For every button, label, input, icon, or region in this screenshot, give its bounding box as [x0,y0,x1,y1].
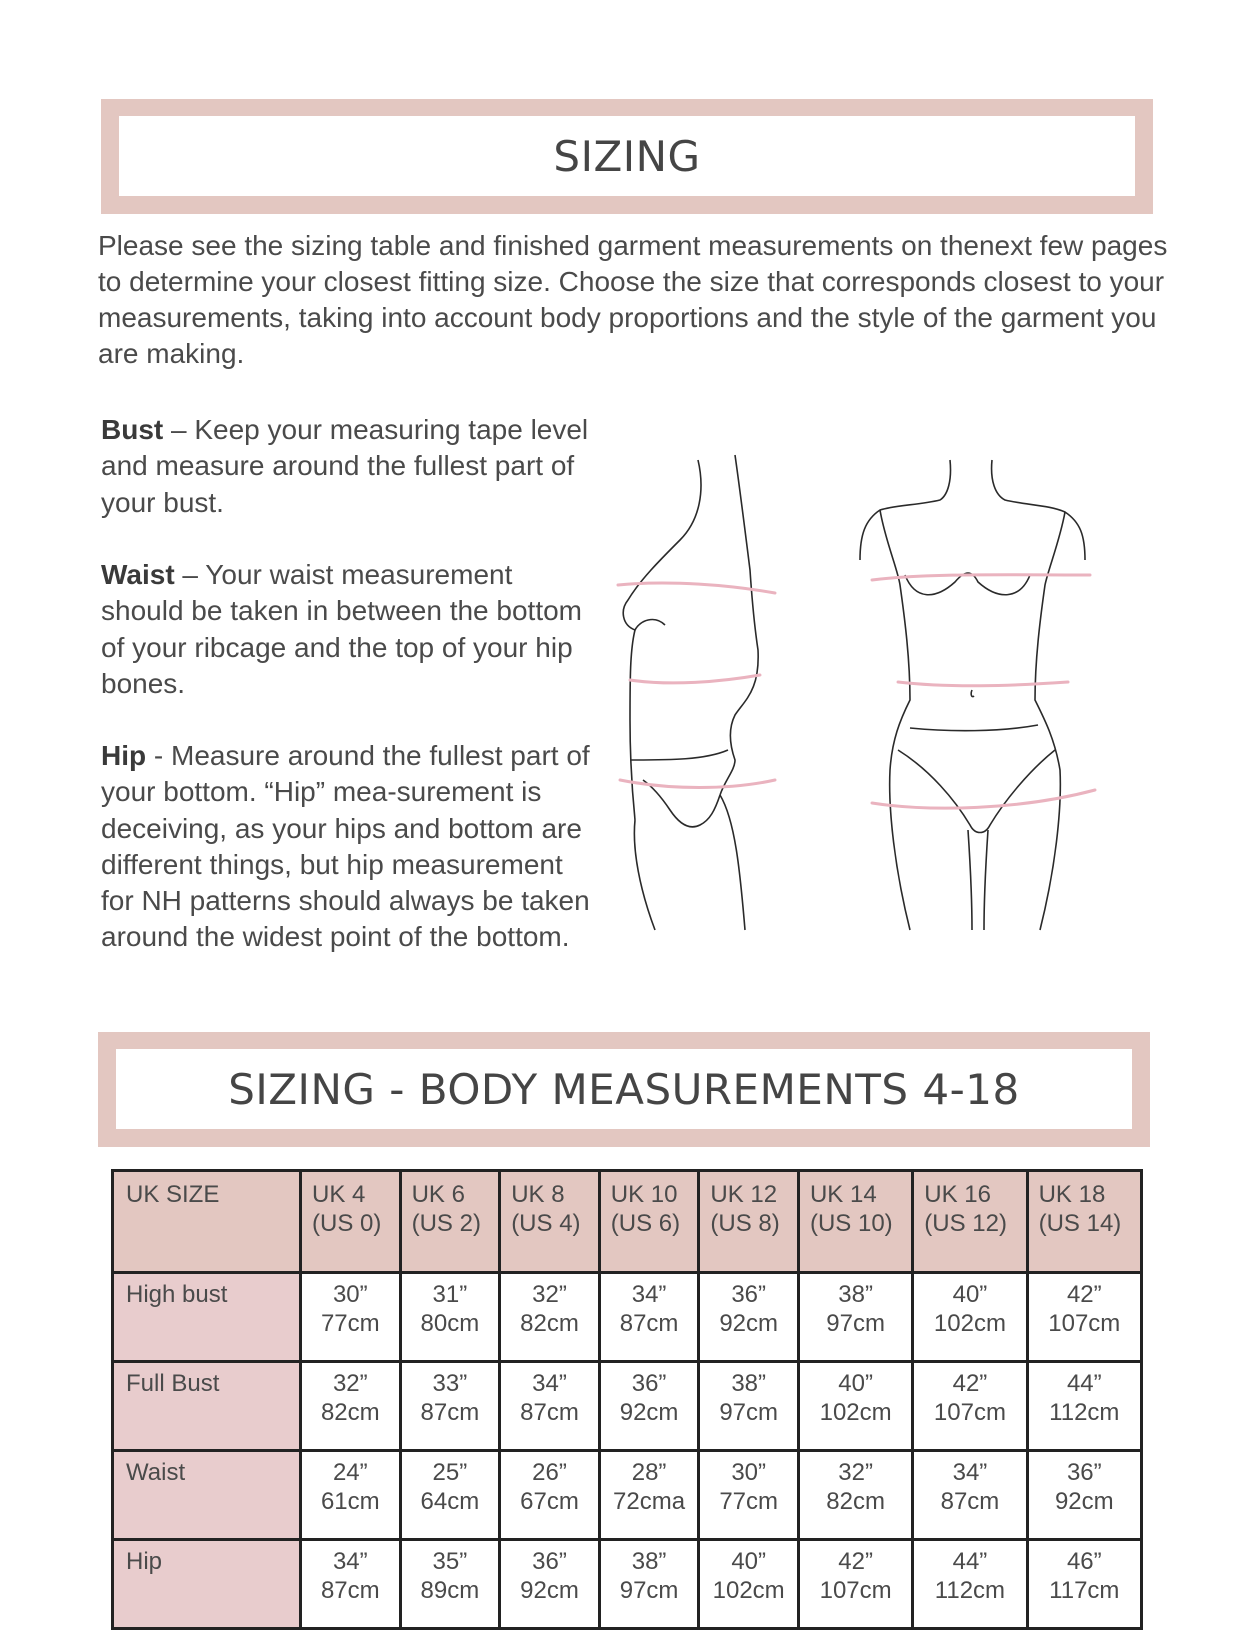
table-cell: 44” 112cm [1027,1362,1141,1451]
measurement-lines [618,575,1095,808]
waist-text: – Your waist measurement should be taken in between the bottom of your ribcage and the top of your hip bones. [101,559,583,699]
intro-paragraph: Please see the sizing table and finished garment measurements on thenext few pages to determine your closest fitting size. Choose the size that corresponds closest to your measurements, taking into account body proportions and the style of the garment you are making. [98,230,1168,369]
table-cell: 44” 112cm [913,1540,1027,1629]
table-cell: 36” 92cm [1027,1451,1141,1540]
front-hip-line [872,790,1095,808]
hip-term: Hip [101,740,147,771]
table-cell: 34” 87cm [500,1362,600,1451]
column-header: UK 6 (US 2) [400,1171,500,1273]
table-cell: 24” 61cm [301,1451,401,1540]
table-cell: 34” 87cm [301,1540,401,1629]
table-cell: 38” 97cm [798,1273,912,1362]
table-cell: 40” 102cm [798,1362,912,1451]
side-waist-line [630,675,760,683]
table-cell: 36” 92cm [599,1362,699,1451]
table-header-row [113,1171,1142,1273]
column-header: UK 12 (US 8) [699,1171,799,1273]
table-cell: 32” 82cm [301,1362,401,1451]
row-label: Full Bust [113,1362,301,1451]
page-title: SIZING [119,116,1135,196]
front-view-figure [860,460,1085,930]
table-cell: 40” 102cm [913,1273,1027,1362]
table-cell: 35” 89cm [400,1540,500,1629]
table-cell: 30” 77cm [699,1451,799,1540]
front-waist-line [898,682,1068,686]
body-measurements-table [111,1169,1143,1630]
side-view-figure [623,455,758,930]
table-cell: 46” 117cm [1027,1540,1141,1629]
table-cell: 34” 87cm [913,1451,1027,1540]
column-header: UK 10 (US 6) [599,1171,699,1273]
table-cell: 34” 87cm [599,1273,699,1362]
hip-definition [101,738,601,956]
row-label: Hip [113,1540,301,1629]
bust-text: – Keep your measuring tape level and measure around the fullest part of your bust. [101,414,589,518]
table-banner [98,1032,1150,1147]
body-measurement-illustration [610,450,1150,980]
table-cell: 30” 77cm [301,1273,401,1362]
waist-definition [101,557,601,702]
table-cell: 42” 107cm [913,1362,1027,1451]
bust-definition [101,412,601,521]
column-header: UK 18 (US 14) [1027,1171,1141,1273]
column-header: UK 4 (US 0) [301,1171,401,1273]
table-cell: 26” 67cm [500,1451,600,1540]
sizing-banner [101,99,1153,214]
table-cell: 32” 82cm [500,1273,600,1362]
bust-term: Bust [101,414,164,445]
column-header: UK 8 (US 4) [500,1171,600,1273]
table-cell: 31” 80cm [400,1273,500,1362]
table-title: SIZING - BODY MEASUREMENTS 4-18 [116,1049,1132,1129]
row-label: Waist [113,1451,301,1540]
table-cell: 38” 97cm [599,1540,699,1629]
table-cell: 28” 72cma [599,1451,699,1540]
row-label: High bust [113,1273,301,1362]
table-cell: 40” 102cm [699,1540,799,1629]
table-cell: 36” 92cm [699,1273,799,1362]
hip-text: - Measure around the fullest part of your bottom. “Hip” mea-surement is deceiving, as your hips and bottom are different things, but hip measurement for NH patterns should always be taken around the widest point of the bottom. [101,740,590,953]
table-row [113,1451,1142,1540]
table-cell: 32” 82cm [798,1451,912,1540]
table-cell: 33” 87cm [400,1362,500,1451]
table-row [113,1362,1142,1451]
column-header: UK 16 (US 12) [913,1171,1027,1273]
corner-cell: UK SIZE [113,1171,301,1273]
table-cell: 38” 97cm [699,1362,799,1451]
table-cell: 42” 107cm [798,1540,912,1629]
table-row [113,1540,1142,1629]
table-cell: 42” 107cm [1027,1273,1141,1362]
table-cell: 36” 92cm [500,1540,600,1629]
table-cell: 25” 64cm [400,1451,500,1540]
table-row [113,1273,1142,1362]
waist-term: Waist [101,559,175,590]
column-header: UK 14 (US 10) [798,1171,912,1273]
